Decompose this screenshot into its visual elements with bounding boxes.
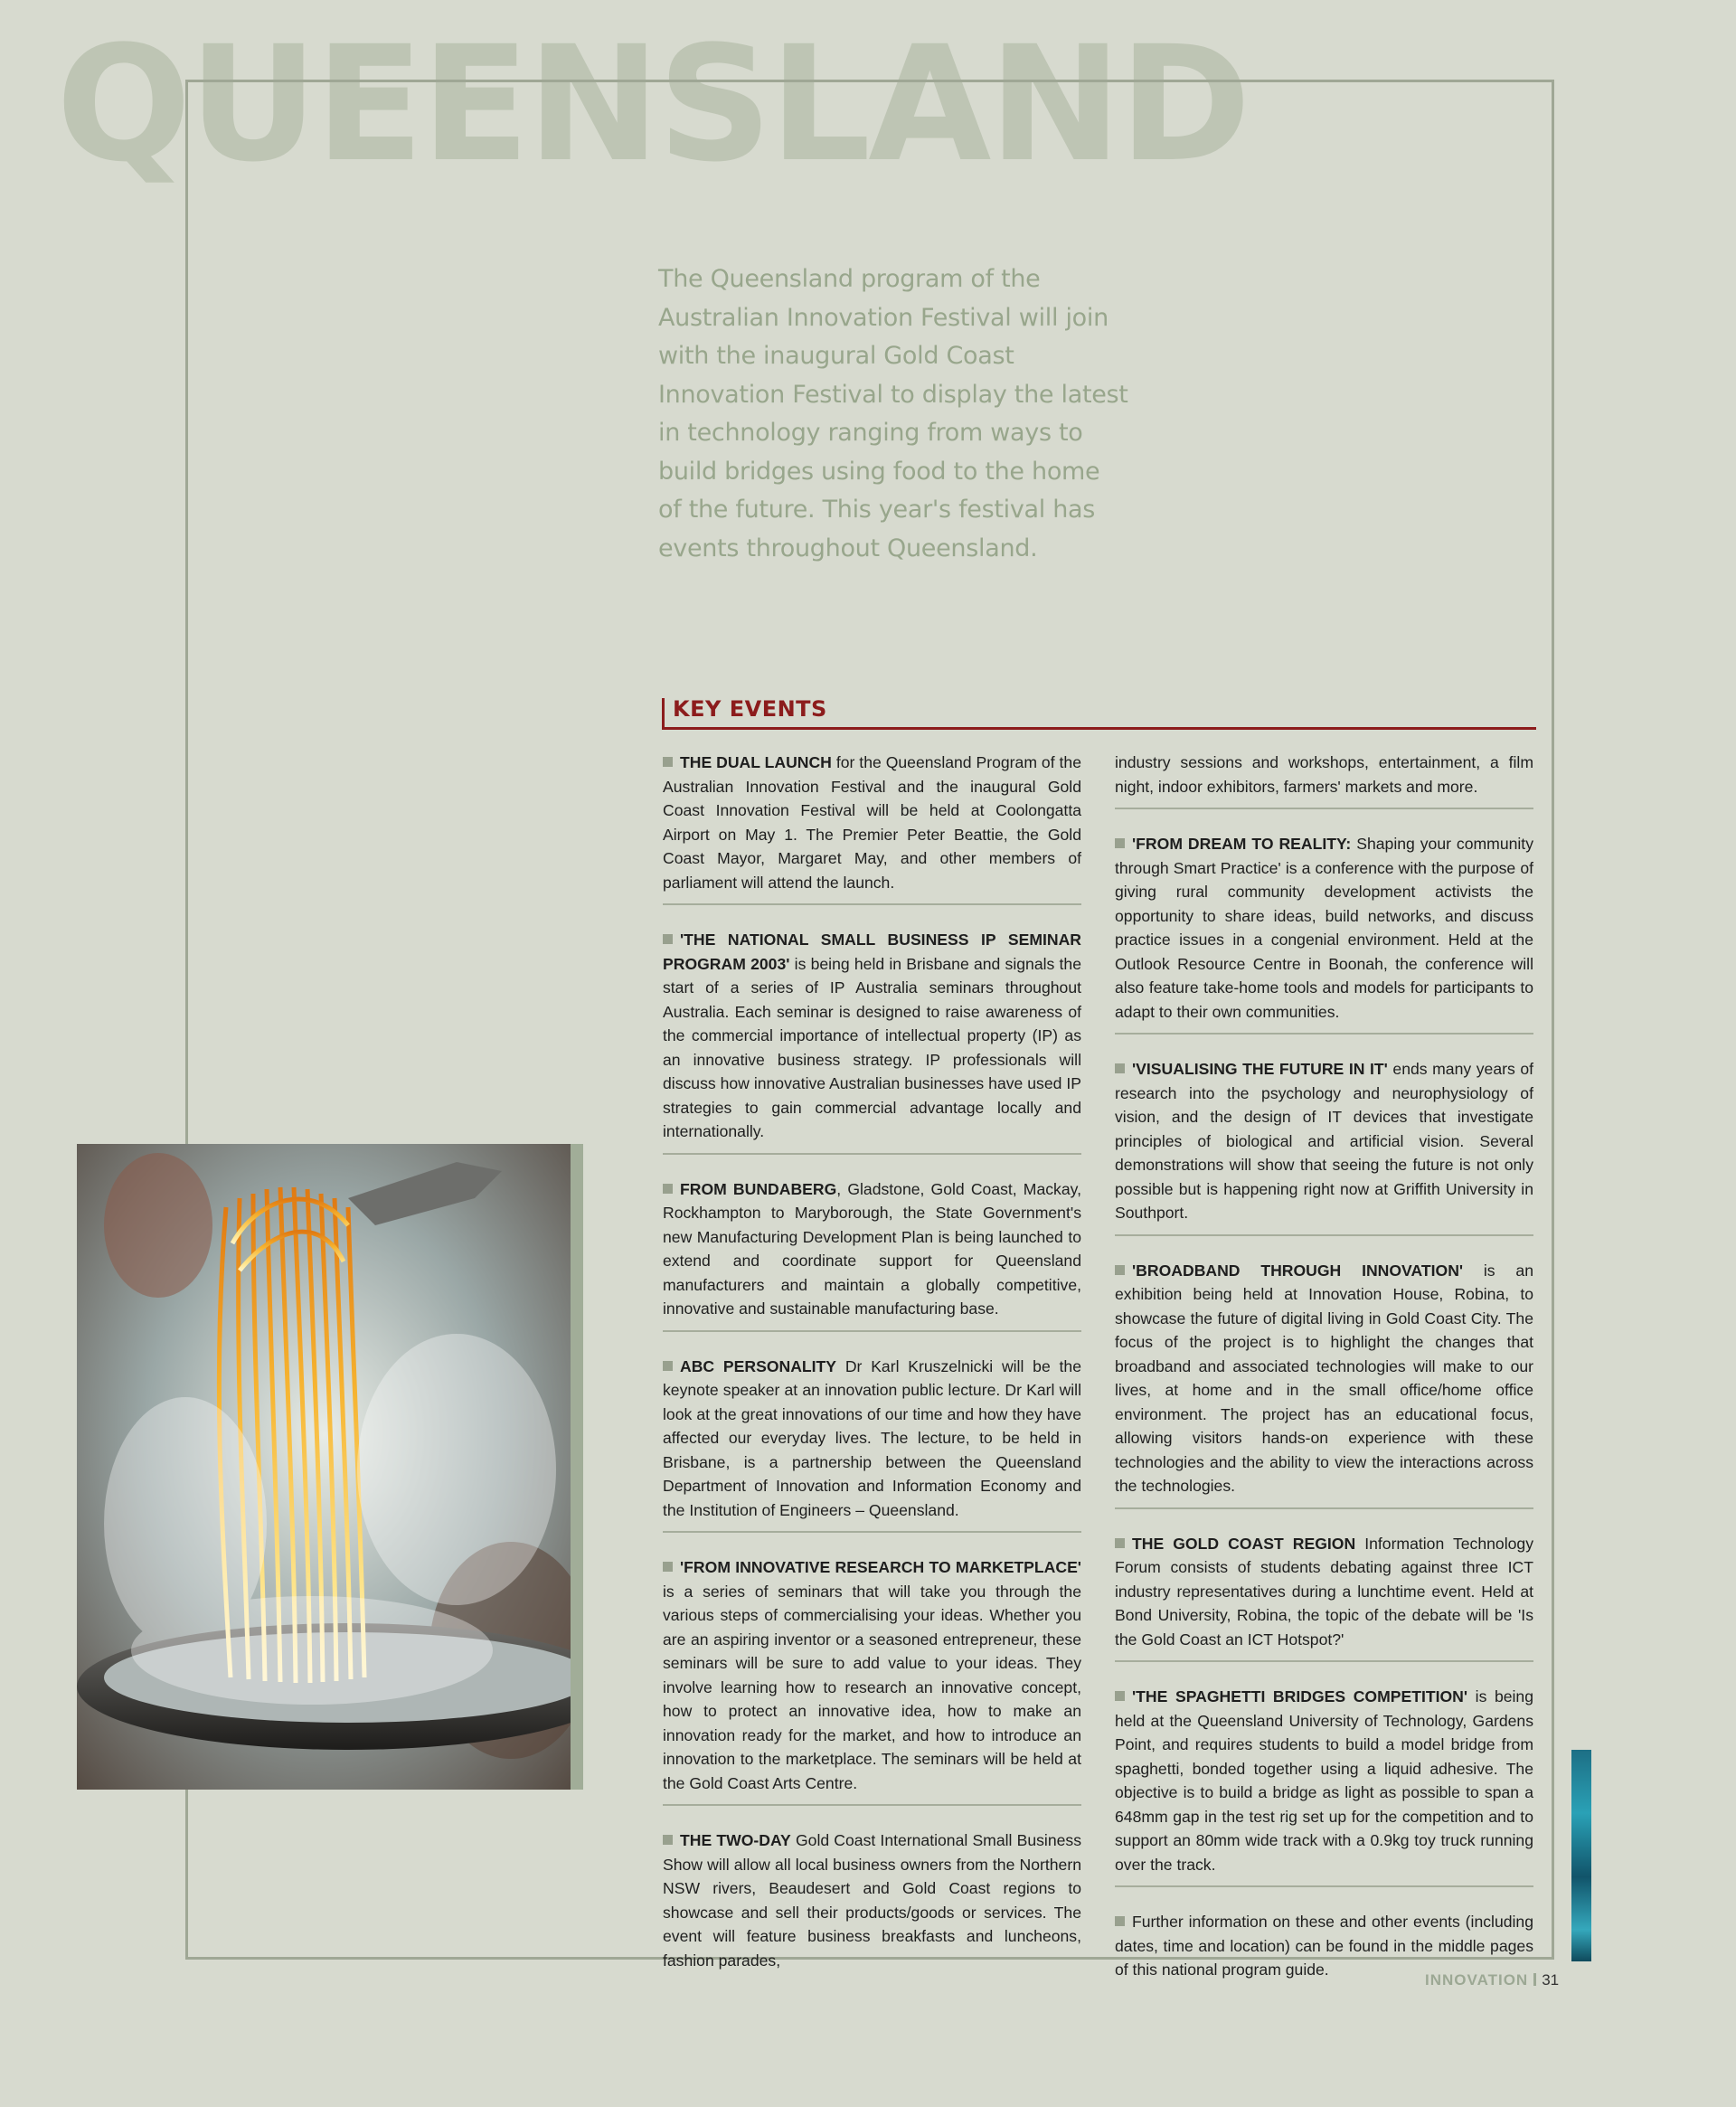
divider bbox=[1115, 1885, 1533, 1887]
bullet-square-icon bbox=[663, 757, 673, 767]
divider bbox=[663, 1804, 1081, 1806]
event-spaghetti-bridges: 'THE SPAGHETTI BRIDGES COMPETITION' is being held at the Queensland University of Technology, Gardens Point, and requires students to build a model bridge from spaghetti, bonded together using a liquid adhesive. The objective is to build a bridge as light as possible to span a 648mm gap in the test rig set up for the competition and to support an 80mm wide track with a 0.9kg toy truck running over the track. bbox=[1115, 1687, 1534, 1874]
events-column-right bbox=[1115, 751, 1533, 1982]
divider bbox=[1115, 1660, 1533, 1662]
bullet-square-icon bbox=[663, 1361, 673, 1371]
bullet-square-icon bbox=[1115, 1538, 1125, 1548]
bullet-square-icon bbox=[663, 1184, 673, 1194]
page-number: 31 bbox=[1542, 1971, 1560, 1989]
event-visualising-future: 'VISUALISING THE FUTURE IN IT' ends many years of research into the psychology and neurophysiology of vision, and the design of IT devices that investigate principles of biological and artificial vision. Several demonstrations will show that seeing the future is not only possible but is happening right now at Griffith University in Southport. bbox=[1115, 1060, 1533, 1222]
divider bbox=[1115, 808, 1533, 809]
divider bbox=[663, 1153, 1081, 1155]
watermark-title: QUEENSLAND bbox=[56, 12, 1249, 197]
intro-paragraph: The Queensland program of the Australian Innovation Festival will join with the inaugural Gold Coast Innovation Festival to display the latest in technology ranging from ways to build bridges using food to the home of the future. This year's festival has events throughout Queensland. bbox=[658, 265, 1128, 562]
divider bbox=[663, 903, 1081, 905]
event-dual-launch: THE DUAL LAUNCH for the Queensland Program of the Australian Innovation Festival and the inaugural Gold Coast Innovation Festival will be held at Coolongatta Airport on May 1. The Premier Peter Beattie, the Gold Coast Mayor, Margaret May, and other members of parliament will attend the launch. bbox=[663, 753, 1081, 892]
bullet-square-icon bbox=[1115, 1063, 1125, 1073]
event-ip-seminar: 'THE NATIONAL SMALL BUSINESS IP SEMINAR PROGRAM 2003' is being held in Brisbane and signals the start of a series of IP Australia seminars throughout Australia. Each seminar is designed to raise awareness of the commercial importance of intellectual property (IP) as an innovative business strategy. IP professionals will discuss how innovative Australian businesses have used IP strategies to gain commercial advantage locally and internationally. bbox=[663, 931, 1081, 1140]
bullet-square-icon bbox=[663, 1835, 673, 1845]
event-bundaberg: FROM BUNDABERG, Gladstone, Gold Coast, Mackay, Rockhampton to Maryborough, the State Government's new Manufacturing Development Plan is being launched to extend and coordinate support for Queensland manufacturers and maintain a globally competitive, innovative and sustainable manufacturing base. bbox=[663, 1179, 1082, 1318]
bullet-square-icon bbox=[663, 934, 673, 944]
page-footer bbox=[1425, 1971, 1560, 1989]
event-dream-to-reality: 'FROM DREAM TO REALITY: Shaping your community through Smart Practice' is a conference with the purpose of giving rural community development activists the opportunity to share ideas, build networks, and discuss practice issues in a congenial environment. Held at the Outlook Resource Centre in Boonah, the conference will also feature take-home tools and models for participants to adapt to their own communities. bbox=[1115, 835, 1533, 1021]
key-events-heading bbox=[662, 698, 1536, 730]
further-information: Further information on these and other events (including dates, time and location) can be found in the middle pages of this national program guide. bbox=[1115, 1913, 1533, 1979]
spaghetti-photo bbox=[77, 1144, 583, 1790]
events-column-left bbox=[663, 751, 1081, 1972]
event-two-day-show: THE TWO-DAY Gold Coast International Small Business Show will allow all local business owners from the Northern NSW rivers, Beaudesert and Gold Coast regions to showcase and sell their products/goods or services. The event will feature business breakfasts and luncheons, fashion parades, bbox=[663, 1831, 1081, 1970]
bullet-square-icon bbox=[1115, 838, 1125, 848]
event-broadband: 'BROADBAND THROUGH INNOVATION' is an exhibition being held at Innovation House, Robina, to showcase the future of digital living in Gold Coast City. The focus of the project is to highlight the changes that broadband and associated technologies will make to our lives, at home and in the small office/home office environment. The project has an educational focus, allowing visitors hands-on experience with these technologies and the ability to view the interactions across the technologies. bbox=[1115, 1261, 1533, 1495]
bullet-square-icon bbox=[1115, 1265, 1125, 1275]
divider bbox=[1115, 1234, 1533, 1236]
footer-label: INNOVATION bbox=[1425, 1971, 1529, 1989]
divider bbox=[1115, 1507, 1533, 1509]
divider bbox=[663, 1330, 1081, 1332]
bullet-square-icon bbox=[1115, 1691, 1125, 1701]
event-abc-personality: ABC PERSONALITY Dr Karl Kruszelnicki will be the keynote speaker at an innovation public lecture. Dr Karl will look at the great innovations of our time and how they have affected our everyday lives. The lecture, to be held in Brisbane, is a partnership between the Queensland Department of Innovation and Information Economy and the Institution of Engineers – Queensland. bbox=[663, 1356, 1081, 1519]
divider bbox=[663, 1531, 1081, 1533]
event-research-marketplace: 'FROM INNOVATIVE RESEARCH TO MARKETPLACE' is a series of seminars that will take you through the various steps of commercialising your ideas. Whether you are an aspiring inventor or a seasoned entrepreneur, these seminars will be sure to add value to your ideas. They involve learning how to research an innovative concept, how to protect an innovative idea, how to make an innovation ready for the market, and how to introduce an innovation to the marketplace. The seminars will be held at the Gold Coast Arts Centre. bbox=[663, 1558, 1081, 1792]
footer-divider bbox=[1533, 1973, 1536, 1986]
event-two-day-show-continued: industry sessions and workshops, entertainment, a film night, indoor exhibitors, farmers' markets and more. bbox=[1115, 753, 1533, 796]
bullet-square-icon bbox=[1115, 1916, 1125, 1926]
event-gold-coast-region: THE GOLD COAST REGION Information Technology Forum consists of students debating against three ICT industry representatives during a lunchtime event. Held at Bond University, Robina, the topic of the debate will be 'Is the Gold Coast an ICT Hotspot?' bbox=[1115, 1534, 1533, 1649]
divider bbox=[1115, 1033, 1533, 1035]
key-events-title: KEY EVENTS bbox=[673, 696, 827, 722]
bullet-square-icon bbox=[663, 1562, 673, 1572]
decorative-circuit-strip bbox=[1571, 1750, 1591, 1961]
